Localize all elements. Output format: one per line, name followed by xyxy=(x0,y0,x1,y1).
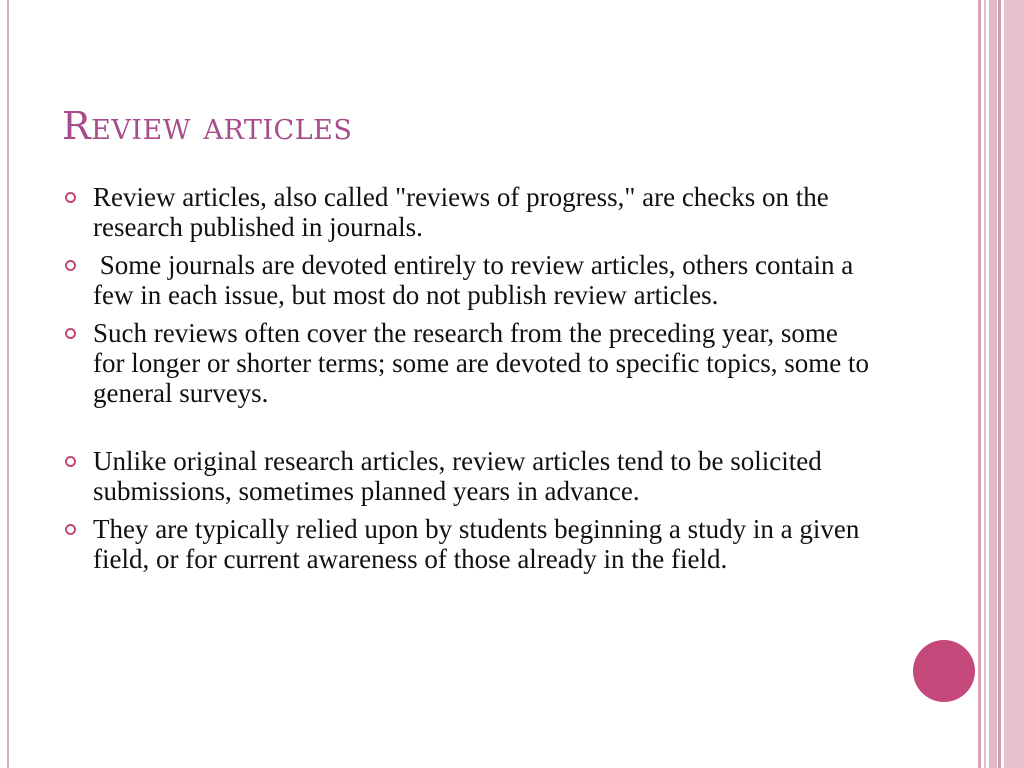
slide-title: Review articles xyxy=(62,104,353,148)
stripe xyxy=(1004,0,1024,768)
stripe xyxy=(989,0,997,768)
accent-circle xyxy=(913,640,975,702)
left-border-line xyxy=(7,0,9,768)
bullet-text: They are typically relied upon by students beginning a study in a given field, or for current awareness of those already in the field. xyxy=(93,514,860,574)
hollow-circle-bullet-icon xyxy=(65,260,76,271)
stripe xyxy=(998,0,1001,768)
bullet-text: Such reviews often cover the research from the preceding year, some for longer or shorter terms; some are devoted to specific topics, some to general surveys. xyxy=(93,318,870,408)
bullet-item xyxy=(62,446,872,506)
stripe xyxy=(984,0,986,768)
bullet-item xyxy=(62,250,872,310)
bullet-text: Unlike original research articles, review articles tend to be solicited submissions, sometimes planned years in advance. xyxy=(93,446,822,506)
bullet-text: Some journals are devoted entirely to review articles, others contain a few in each issue, but most do not publish review articles. xyxy=(93,250,860,310)
bullet-item xyxy=(62,182,872,242)
hollow-circle-bullet-icon xyxy=(65,192,76,203)
bullet-list xyxy=(62,182,872,582)
hollow-circle-bullet-icon xyxy=(65,328,76,339)
hollow-circle-bullet-icon xyxy=(65,456,76,467)
bullet-item xyxy=(62,514,872,574)
hollow-circle-bullet-icon xyxy=(65,524,76,535)
right-decorative-stripes xyxy=(978,0,1024,768)
bullet-text: Review articles, also called "reviews of progress," are checks on the research published in journals. xyxy=(93,182,829,242)
stripe xyxy=(978,0,981,768)
bullet-item xyxy=(62,318,872,408)
